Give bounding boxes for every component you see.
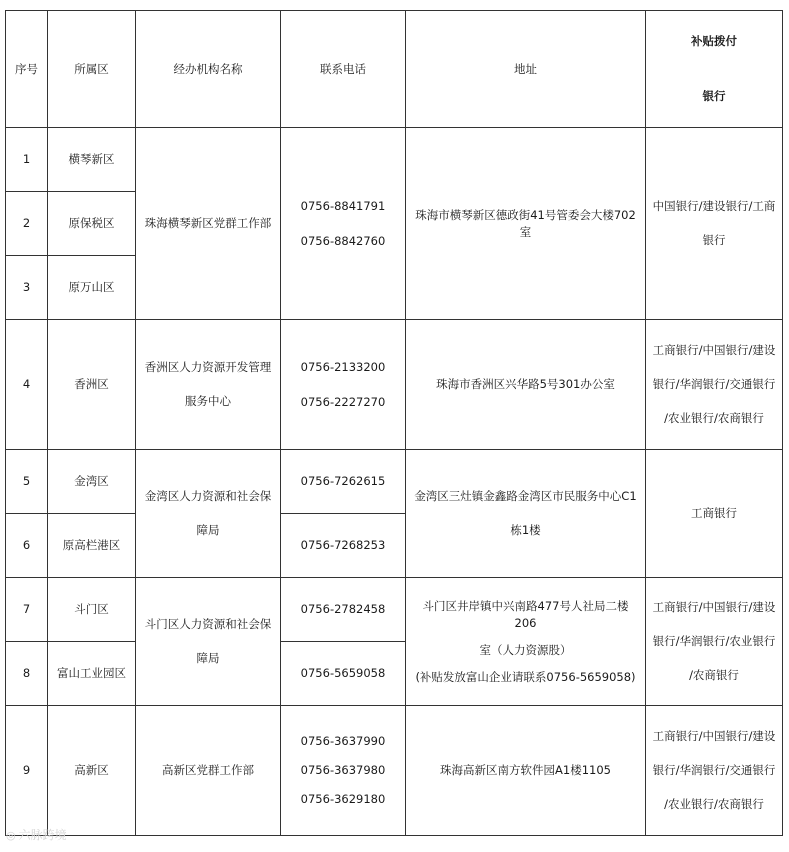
- watermark-logo-icon: ◎: [6, 829, 16, 842]
- row-no: 1: [6, 128, 48, 192]
- bank-line: 中国银行/建设银行/工商: [652, 199, 776, 213]
- row-no: 4: [6, 320, 48, 450]
- phone-line: 0756-8842760: [300, 233, 386, 248]
- row-district: 斗门区: [48, 578, 136, 642]
- row-no: 8: [6, 642, 48, 706]
- address-cell: [406, 578, 646, 706]
- bank-line: /农业银行/农商银行: [664, 797, 764, 811]
- agency-line: 障局: [196, 651, 220, 665]
- row-district: 香洲区: [48, 320, 136, 450]
- watermark-text: 六脉跨境: [18, 828, 67, 842]
- row-no: 9: [6, 706, 48, 836]
- subsidy-agency-table: [5, 10, 783, 836]
- phone-cell: 0756-5659058: [281, 642, 406, 706]
- agency-line: 障局: [196, 523, 220, 537]
- row-district: 原保税区: [48, 192, 136, 256]
- header-bank-line2: 银行: [702, 89, 726, 103]
- bank-cell: [646, 320, 783, 450]
- bank-line: 银行/华润银行/农业银行: [652, 634, 776, 648]
- agency-cell: [136, 320, 281, 450]
- agency-line: 斗门区人力资源和社会保: [144, 617, 272, 631]
- header-district: 所属区: [48, 11, 136, 128]
- agency-cell: 珠海横琴新区党群工作部: [136, 128, 281, 320]
- phone-cell: [281, 706, 406, 836]
- address-cell: 珠海市香洲区兴华路5号301办公室: [406, 320, 646, 450]
- row-district: 原高栏港区: [48, 514, 136, 578]
- row-district: 富山工业园区: [48, 642, 136, 706]
- bank-line: 银行/华润银行/交通银行: [652, 377, 776, 391]
- row-district: 横琴新区: [48, 128, 136, 192]
- phone-line: 0756-2227270: [300, 394, 386, 409]
- agency-line: 香洲区人力资源开发管理: [144, 360, 272, 374]
- header-address: 地址: [406, 11, 646, 128]
- address-line: (补贴发放富山企业请联系0756-5659058): [415, 669, 636, 684]
- agency-cell: 高新区党群工作部: [136, 706, 281, 836]
- phone-cell: [281, 128, 406, 320]
- phone-line: 0756-3637990: [300, 734, 386, 748]
- bank-line: 工商银行/中国银行/建设: [652, 343, 776, 357]
- phone-line: 0756-2133200: [300, 359, 386, 374]
- address-line: 金湾区三灶镇金鑫路金湾区市民服务中心C1: [414, 489, 637, 503]
- row-district: 金湾区: [48, 450, 136, 514]
- row-district: 高新区: [48, 706, 136, 836]
- table-row: [6, 578, 783, 642]
- phone-line: 0756-3629180: [300, 792, 386, 806]
- phone-cell: 0756-7262615: [281, 450, 406, 514]
- header-bank-line1: 补贴拨付: [691, 34, 737, 48]
- agency-cell: [136, 578, 281, 706]
- agency-line: 金湾区人力资源和社会保: [144, 489, 272, 503]
- header-bank: [646, 11, 783, 128]
- bank-cell: [646, 578, 783, 706]
- row-no: 3: [6, 256, 48, 320]
- table-row: [6, 320, 783, 450]
- row-no: 5: [6, 450, 48, 514]
- address-line: 室（人力资源股）: [479, 642, 572, 657]
- row-district: 原万山区: [48, 256, 136, 320]
- bank-line: /农商银行: [689, 668, 739, 682]
- row-no: 7: [6, 578, 48, 642]
- address-cell: 珠海市横琴新区德政街41号管委会大楼702室: [406, 128, 646, 320]
- bank-line: /农业银行/农商银行: [664, 411, 764, 425]
- table-row: [6, 128, 783, 192]
- header-no: 序号: [6, 11, 48, 128]
- bank-line: 工商银行/中国银行/建设: [652, 729, 776, 743]
- bank-cell: 工商银行: [646, 450, 783, 578]
- phone-line: 0756-3637980: [300, 763, 386, 777]
- phone-line: 0756-8841791: [300, 198, 386, 213]
- row-no: 6: [6, 514, 48, 578]
- agency-cell: [136, 450, 281, 578]
- row-no: 2: [6, 192, 48, 256]
- watermark: [6, 826, 67, 843]
- table-row: [6, 450, 783, 514]
- address-line: 斗门区井岸镇中兴南路477号人社局二楼206: [422, 598, 629, 630]
- table-row: [6, 706, 783, 836]
- header-row: [6, 11, 783, 128]
- phone-cell: [281, 320, 406, 450]
- phone-cell: 0756-7268253: [281, 514, 406, 578]
- phone-cell: 0756-2782458: [281, 578, 406, 642]
- bank-line: 工商银行/中国银行/建设: [652, 600, 776, 614]
- bank-cell: [646, 128, 783, 320]
- address-cell: [406, 450, 646, 578]
- address-line: 栋1楼: [510, 523, 541, 537]
- address-cell: 珠海高新区南方软件园A1楼1105: [406, 706, 646, 836]
- agency-line: 服务中心: [185, 394, 231, 408]
- header-phone: 联系电话: [281, 11, 406, 128]
- bank-cell: [646, 706, 783, 836]
- bank-line: 银行: [702, 233, 726, 247]
- header-agency: 经办机构名称: [136, 11, 281, 128]
- bank-line: 银行/华润银行/交通银行: [652, 763, 776, 777]
